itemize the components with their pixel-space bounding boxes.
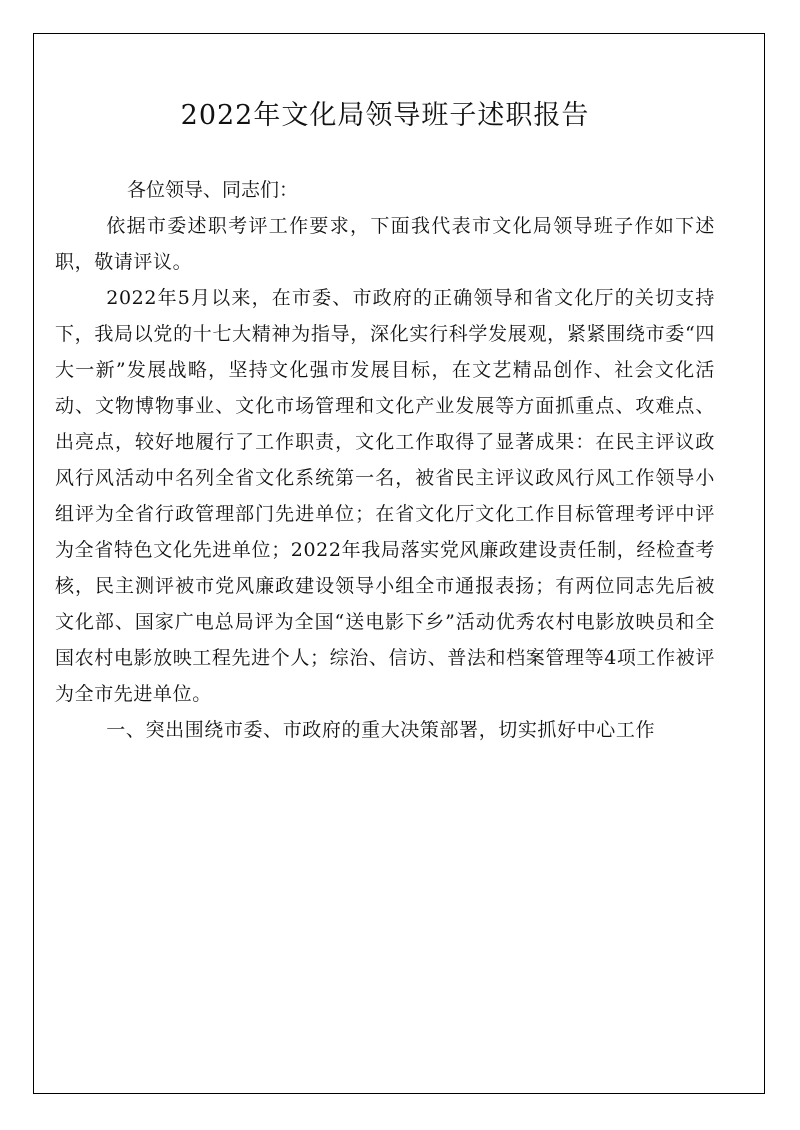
paragraph-summary: 2022年5月以来，在市委、市政府的正确领导和省文化厅的关切支持下，我局以党的十七大精神为指导，深化实行科学发展观，紧紧围绕市委“四大一新”发展战略，坚持文化强市发展目标，在文艺精品创作、社会文化活动、文物博物事业、文化市场管理和文化产业发展等方面抓重点、攻难点、出亮点，较好地履行了工作职责，文化工作取得了显著成果：在民主评议政风行风活动中名列全省文化系统第一名，被省民主评议政风行风工作领导小组评为全省行政管理部门先进单位；在省文化厅文化工作目标管理考评中评为全省特色文化先进单位；2022年我局落实党风廉政建设责任制，经检查考核，民主测评被市党风廉政建设领导小组全市通报表扬；有两位同志先后被文化部、国家广电总局评为全国“送电影下乡”活动优秀农村电影放映员和全国农村电影放映工程先进个人；综治、信访、普法和档案管理等4项工作被评为全市先进单位。 [55,287,715,705]
paragraph-intro: 依据市委述职考评工作要求，下面我代表市文化局领导班子作如下述职，敬请评议。 [55,215,715,273]
document-body [55,62,715,748]
document-title: 2022年文化局领导班子述职报告 [180,100,590,131]
salutation: 各位领导、同志们： [127,179,299,201]
section-heading-1: 一、突出围绕市委、市政府的重大决策部署，切实抓好中心工作 [106,719,656,741]
